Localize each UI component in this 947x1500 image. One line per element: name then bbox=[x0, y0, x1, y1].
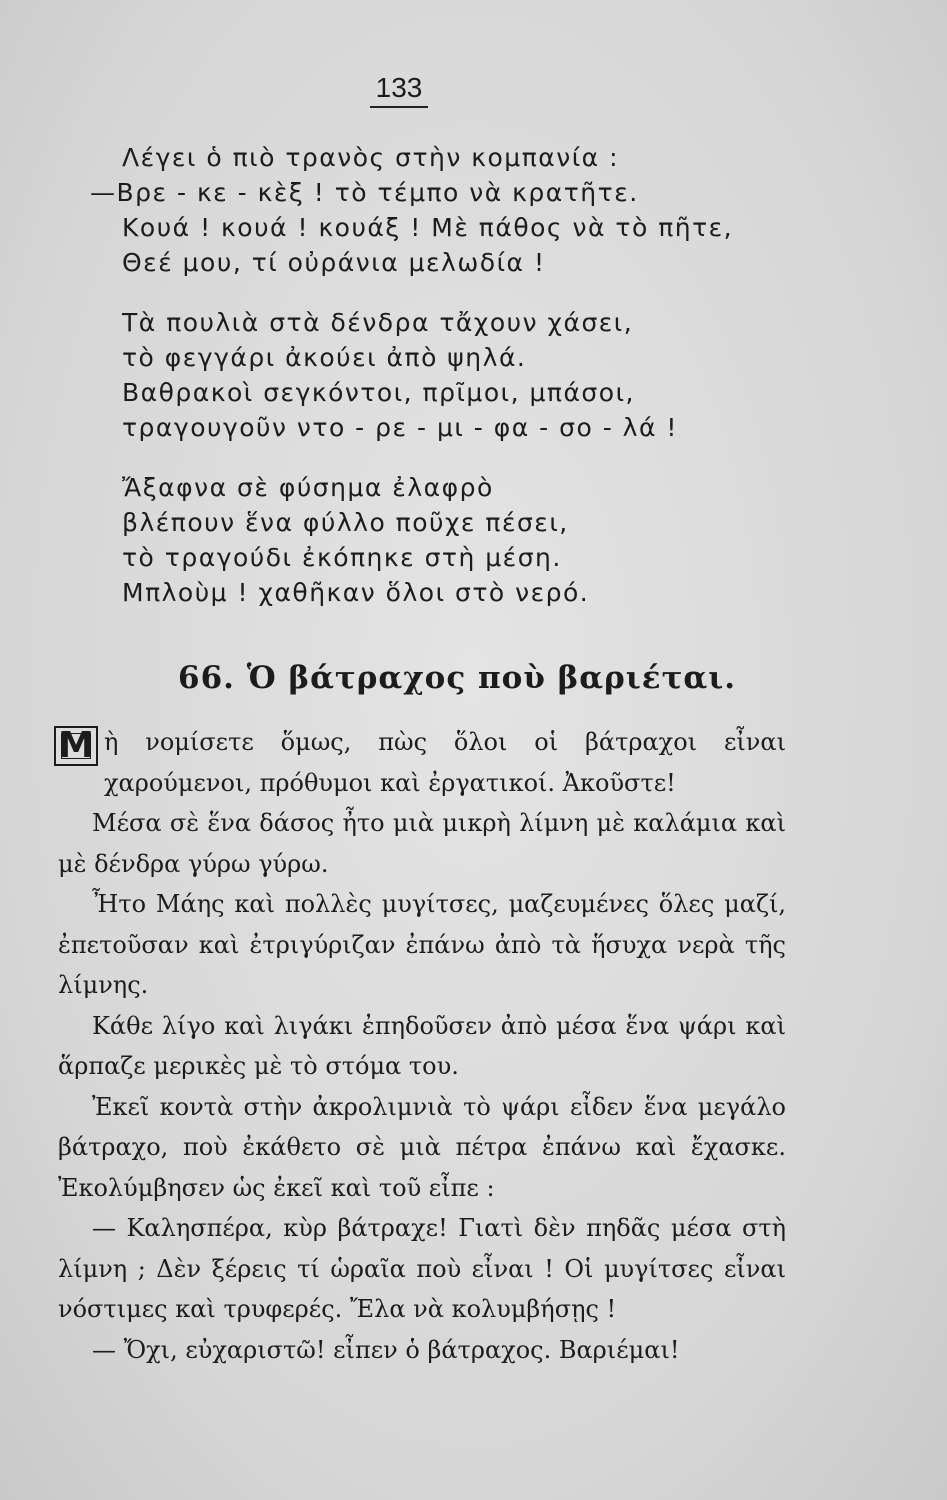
page-number: 133 bbox=[370, 72, 428, 108]
paragraph bbox=[58, 722, 786, 803]
poem-line: Τὰ πουλιὰ στὰ δένδρα τἄχουν χάσει, bbox=[122, 308, 634, 337]
paragraph: Ἐκεῖ κοντὰ στὴν ἀκρολιμνιὰ τὸ ψάρι εἶδεν ἕνα μεγάλο βάτραχο, ποὺ ἐκάθετο σὲ μιὰ πέτρα ἐπάνω καὶ ἔχασκε. Ἐκολύμβησεν ὡς ἐκεῖ καὶ τοῦ εἶπε : bbox=[58, 1092, 786, 1202]
paragraph: Κάθε λίγο καὶ λιγάκι ἐπηδοῦσεν ἀπὸ μέσα ἕνα ψάρι καὶ ἅρπαζε μερικὲς μὲ τὸ στόμα του. bbox=[58, 1011, 786, 1080]
paragraph-text: ὴ νομίσετε ὅμως, πὼς ὅλοι οἱ βάτραχοι εἶναι χαρούμενοι, πρόθυμοι καὶ ἐργατικοί. Ἀκοῦστε! bbox=[104, 728, 786, 797]
poem-line: τὸ τραγούδι ἐκόπηκε στὴ μέση. bbox=[122, 543, 562, 572]
poem-line: τραγουγοῦν ντο - ρε - μι - φα - σο - λά ! bbox=[122, 413, 678, 442]
poem-stanza-1 bbox=[90, 140, 733, 280]
prose-body bbox=[58, 722, 786, 1370]
paragraph: — Καλησπέρα, κὺρ βάτραχε! Γιατὶ δὲν πηδᾶς μέσα στὴ λίμνη ; Δὲν ξέρεις τί ὡραῖα ποὺ εἶναι ! Οἱ μυγίτσες εἶναι νόστιμες καὶ τρυφερές. Ἔλα νὰ κολυμβήσῃς ! bbox=[58, 1214, 786, 1323]
poem-line: —Βρε - κε - κὲξ ! τὸ τέμπο νὰ κρατῆτε. bbox=[90, 178, 639, 207]
paragraph: Μέσα σὲ ἕνα δάσος ἦτο μιὰ μικρὴ λίμνη μὲ καλάμια καὶ μὲ δένδρα γύρω γύρω. bbox=[58, 809, 786, 878]
poem-line: Κουά ! κουά ! κουάξ ! Μὲ πάθος νὰ τὸ πῆτε, bbox=[122, 213, 734, 242]
poem bbox=[90, 140, 733, 635]
poem-stanza-2 bbox=[90, 305, 733, 445]
dropcap-letter: Μ bbox=[54, 726, 98, 766]
poem-line: Μπλοὺμ ! χαθῆκαν ὅλοι στὸ νερό. bbox=[122, 578, 590, 607]
poem-line: Ἄξαφνα σὲ φύσημα ἐλαφρὸ bbox=[122, 473, 494, 502]
poem-line: Βαθρακοὶ σεγκόντοι, πρῖμοι, μπάσοι, bbox=[122, 378, 635, 407]
paragraph: Ἦτο Μάης καὶ πολλὲς μυγίτσες, μαζευμένες ὅλες μαζί, ἐπετοῦσαν καὶ ἐτριγύριζαν ἐπάνω ἀπὸ τὰ ἥσυχα νερὰ τῆς λίμνης. bbox=[58, 890, 786, 999]
paragraph: — Ὄχι, εὐχαριστῶ! εἶπεν ὁ βάτραχος. Βαριέμαι! bbox=[92, 1335, 680, 1364]
section-heading: 66. Ὁ βάτραχος ποὺ βαριέται. bbox=[178, 660, 737, 696]
poem-line: τὸ φεγγάρι ἀκούει ἀπὸ ψηλά. bbox=[122, 343, 527, 372]
poem-line: βλέπουν ἕνα φύλλο ποῦχε πέσει, bbox=[122, 508, 569, 537]
poem-line: Λέγει ὁ πιὸ τρανὸς στὴν κομπανία : bbox=[122, 143, 619, 172]
poem-line: Θεέ μου, τί οὐράνια μελωδία ! bbox=[122, 248, 546, 277]
poem-stanza-3 bbox=[90, 470, 733, 610]
